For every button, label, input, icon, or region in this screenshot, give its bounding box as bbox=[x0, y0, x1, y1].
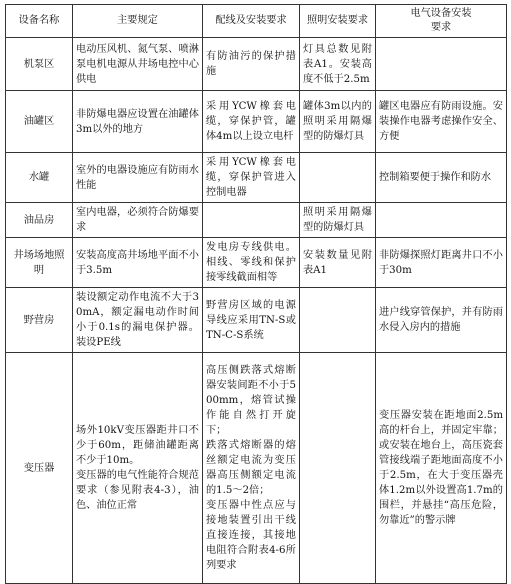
row-wiring: 野营房区域的电源导线应采用TN-S或TN-C-S系统 bbox=[203, 288, 300, 353]
row-lighting: 灯具总数见附表A1。安装高度不低于2.5m bbox=[300, 38, 376, 91]
row-main: 装设额定动作电流不大于30mA，额定漏电动作时间小于0.1s的漏电保护器。装设PE线 bbox=[73, 288, 203, 353]
row-name: 水罐 bbox=[6, 153, 73, 203]
row-main: 场外10kV变压器距井口不少于60m，距储油罐距离不少于10m。 变压器的电气性能符合规范要求（参见附表4-3），油色、油位正常 bbox=[73, 353, 203, 584]
row-name: 油罐区 bbox=[6, 91, 73, 153]
row-wiring: 高压侧跌落式熔断器安装间距不小于500mm，熔管试操作能自然打开旋下； 跌落式熔断器的熔丝额定电流为变压器高压侧额定电流的1.5～2倍； 变压器中性点应与接地装置引出干线直接连接，其接地电阻符合附表4-6所列要求 bbox=[203, 353, 300, 584]
row-wiring: 发电房专线供电。相线、零线和保护接零线截面相等 bbox=[203, 238, 300, 288]
row-main: 非防爆电器应设置在油罐体3m以外的地方 bbox=[73, 91, 203, 153]
row-wiring bbox=[203, 203, 300, 238]
row-wiring: 采用YCW橡套电缆，穿保护管，罐体4m以上设立电杆 bbox=[203, 91, 300, 153]
header-electric: 电气设备安装 要求 bbox=[376, 5, 507, 38]
row-lighting bbox=[300, 288, 376, 353]
table-row bbox=[6, 353, 507, 584]
row-electric bbox=[376, 203, 507, 238]
header-row bbox=[6, 5, 507, 38]
row-main: 电动压风机、氮气泵、喷淋泵电机电源从井场电控中心供电 bbox=[73, 38, 203, 91]
header-name: 设备名称 bbox=[6, 5, 73, 38]
row-electric: 非防爆探照灯距离井口不小于30m bbox=[376, 238, 507, 288]
row-main: 室外的电器设施应有防雨水性能 bbox=[73, 153, 203, 203]
header-lighting: 照明安装要求 bbox=[300, 5, 376, 38]
row-name: 变压器 bbox=[6, 353, 73, 584]
row-name: 机泵区 bbox=[6, 38, 73, 91]
row-wiring: 采用YCW橡套电缆，穿保护管进入控制电器 bbox=[203, 153, 300, 203]
row-electric: 变压器安装在距地面2.5m高的杆台上，并固定牢靠；或安装在地台上，高压瓷套管接线端子距地面高度不小于2.5m，在大于变压器壳体1.2m以外设置高1.7m的围栏，并悬挂“高压危险，勿靠近”的警示牌 bbox=[376, 353, 507, 584]
row-electric bbox=[376, 38, 507, 91]
row-name: 油品房 bbox=[6, 203, 73, 238]
row-lighting: 照明采用隔爆型的防爆灯具 bbox=[300, 203, 376, 238]
row-electric: 进户线穿管保护，并有防雨水侵入房内的措施 bbox=[376, 288, 507, 353]
table-row bbox=[6, 91, 507, 153]
row-electric: 罐区电器应有防雨设施。安装操作电器考虑操作安全、方便 bbox=[376, 91, 507, 153]
header-main: 主要规定 bbox=[73, 5, 203, 38]
table-row bbox=[6, 38, 507, 91]
row-main: 室内电器，必须符合防爆要求 bbox=[73, 203, 203, 238]
row-lighting bbox=[300, 153, 376, 203]
row-name: 野营房 bbox=[6, 288, 73, 353]
table-row bbox=[6, 153, 507, 203]
table-row bbox=[6, 238, 507, 288]
row-lighting: 安装数量见附表A1 bbox=[300, 238, 376, 288]
row-name: 井场场地照明 bbox=[6, 238, 73, 288]
table-row bbox=[6, 203, 507, 238]
table-row bbox=[6, 288, 507, 353]
row-main: 安装高度高井场地平面不小于3.5m bbox=[73, 238, 203, 288]
equipment-requirements-table bbox=[5, 4, 507, 584]
row-electric: 控制箱要便于操作和防水 bbox=[376, 153, 507, 203]
row-lighting: 罐体3m以内的照明采用隔爆型的防爆灯具 bbox=[300, 91, 376, 153]
row-wiring: 有防油污的保护措施 bbox=[203, 38, 300, 91]
row-lighting bbox=[300, 353, 376, 584]
header-wiring: 配线及安装要求 bbox=[203, 5, 300, 38]
